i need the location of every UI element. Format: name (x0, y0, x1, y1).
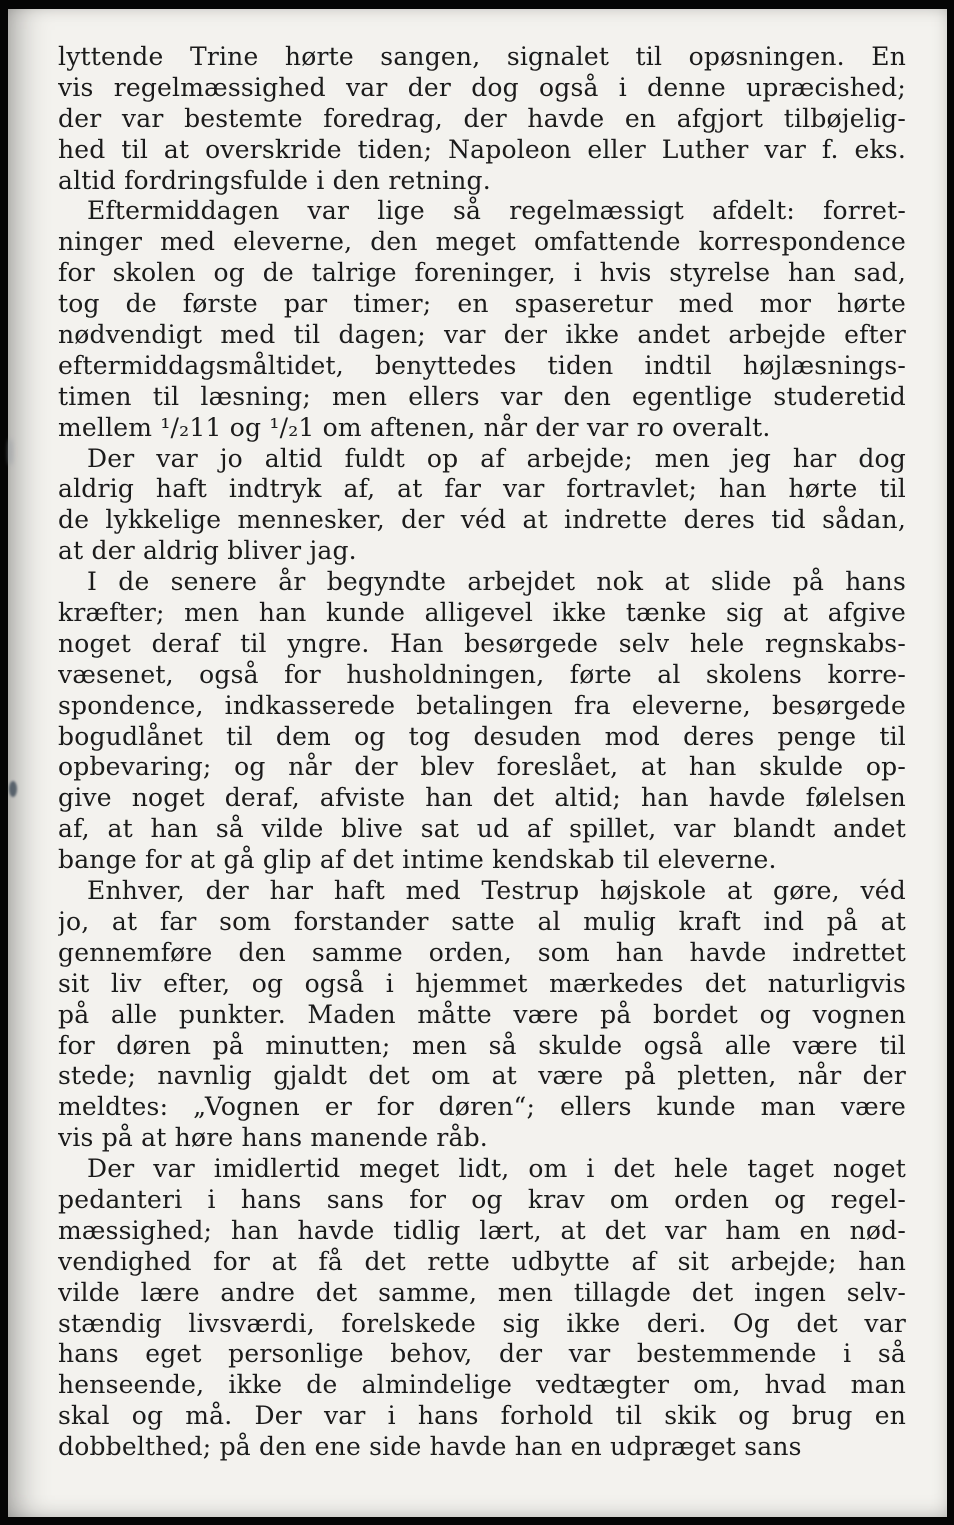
ink-speck-decoration (9, 781, 17, 797)
text-line: for skolen og de talrige foreninger, i hvis styrelse han sad, (58, 258, 906, 288)
text-line: tog de første par timer; en spaseretur med mor hørte (58, 289, 906, 319)
text-line: stede; navnlig gjaldt det om at være på pletten, når der (58, 1061, 906, 1091)
text-line: dobbelthed; på den ene side havde han en udpræget sans (58, 1432, 802, 1462)
text-line: spondence, indkasserede betalingen fra eleverne, besørgede (58, 690, 906, 720)
text-line: væsenet, også for husholdningen, førte al skolens korre- (58, 659, 906, 689)
text-line: skal og må. Der var i hans forhold til skik og brug en (58, 1401, 906, 1431)
text-line: aldrig haft indtryk af, at far var fortravlet; han hørte til (58, 474, 906, 504)
book-page (8, 9, 947, 1517)
text-line: ninger med eleverne, den meget omfattende korrespondence (58, 227, 906, 257)
text-line: Enhver, der har haft med Testrup højskole at gøre, véd (87, 876, 906, 906)
paragraph (58, 196, 906, 443)
text-line: for døren på minutten; men så skulde også alle være til (58, 1030, 906, 1060)
text-line: mæssighed; han havde tidlig lært, at det var ham en nød- (58, 1215, 906, 1245)
text-line: mellem ¹/₂11 og ¹/₂1 om aftenen, når der var ro overalt. (58, 412, 771, 442)
text-line: der var bestemte foredrag, der havde en afgjort tilbøjelig- (58, 103, 906, 133)
text-line: nødvendigt med til dagen; var der ikke andet arbejde efter (58, 320, 906, 350)
text-line: bange for at gå glip af det intime kendskab til eleverne. (58, 845, 777, 875)
text-line: hed til at overskride tiden; Napoleon eller Luther var f. eks. (58, 134, 906, 164)
paragraph (58, 42, 906, 196)
text-line: jo, at far som forstander satte al mulig kraft ind på at (58, 906, 906, 936)
text-line: I de senere år begyndte arbejdet nok at slide på hans (87, 567, 906, 597)
scan-smudge-decoration (8, 439, 13, 465)
text-line: give noget deraf, afviste han det altid; han havde følelsen (58, 783, 906, 813)
text-line: kræfter; men han kunde alligevel ikke tænke sig at afgive (58, 598, 906, 628)
text-line: henseende, ikke de almindelige vedtægter om, hvad man (58, 1370, 906, 1400)
text-line: at der aldrig bliver jag. (58, 536, 357, 566)
text-line: af, at han så vilde blive sat ud af spillet, var blandt andet (58, 814, 906, 844)
text-line: altid fordringsfulde i den retning. (58, 165, 491, 195)
text-line: timen til læsning; men ellers var den egentlige studeretid (58, 381, 906, 411)
text-line: Eftermiddagen var lige så regelmæssigt afdelt: forret- (87, 196, 906, 226)
text-line: opbevaring; og når der blev foreslået, at han skulde op- (58, 752, 906, 782)
text-line: stændig livsværdi, forelskede sig ikke deri. Og det var (58, 1308, 906, 1338)
text-line: eftermiddagsmåltidet, benyttedes tiden indtil højlæsnings- (58, 350, 906, 380)
text-line: de lykkelige mennesker, der véd at indrette deres tid sådan, (58, 505, 906, 535)
paragraph (58, 876, 906, 1154)
text-line: vendighed for at få det rette udbytte af sit arbejde; han (58, 1246, 906, 1276)
paragraph (58, 1154, 906, 1463)
text-line: Der var jo altid fuldt op af arbejde; men jeg har dog (87, 443, 906, 473)
text-line: vis på at høre hans manende råb. (58, 1123, 488, 1153)
text-line: hans eget personlige behov, der var bestemmende i så (58, 1339, 906, 1369)
text-line: gennemføre den samme orden, som han havde indrettet (58, 937, 906, 967)
text-line: lyttende Trine hørte sangen, signalet til opøsningen. En (58, 42, 906, 71)
text-line: bogudlånet til dem og tog desuden mod deres penge til (58, 721, 906, 751)
text-line: på alle punkter. Maden måtte være på bordet og vognen (58, 999, 906, 1029)
text-line: noget deraf til yngre. Han besørgede selv hele regnskabs- (58, 628, 906, 658)
paragraph (58, 444, 906, 568)
page-text (58, 42, 906, 1463)
text-line: meldtes: „Vognen er for døren“; ellers kunde man være (58, 1092, 906, 1122)
text-line: pedanteri i hans sans for og krav om orden og regel- (58, 1184, 906, 1214)
text-line: vis regelmæssighed var der dog også i denne upræcished; (58, 72, 906, 102)
text-line: sit liv efter, og også i hjemmet mærkedes det naturligvis (58, 968, 906, 998)
paragraph (58, 567, 906, 876)
text-line: vilde lære andre det samme, men tillagde det ingen selv- (58, 1277, 906, 1307)
text-line: Der var imidlertid meget lidt, om i det hele taget noget (87, 1154, 906, 1184)
